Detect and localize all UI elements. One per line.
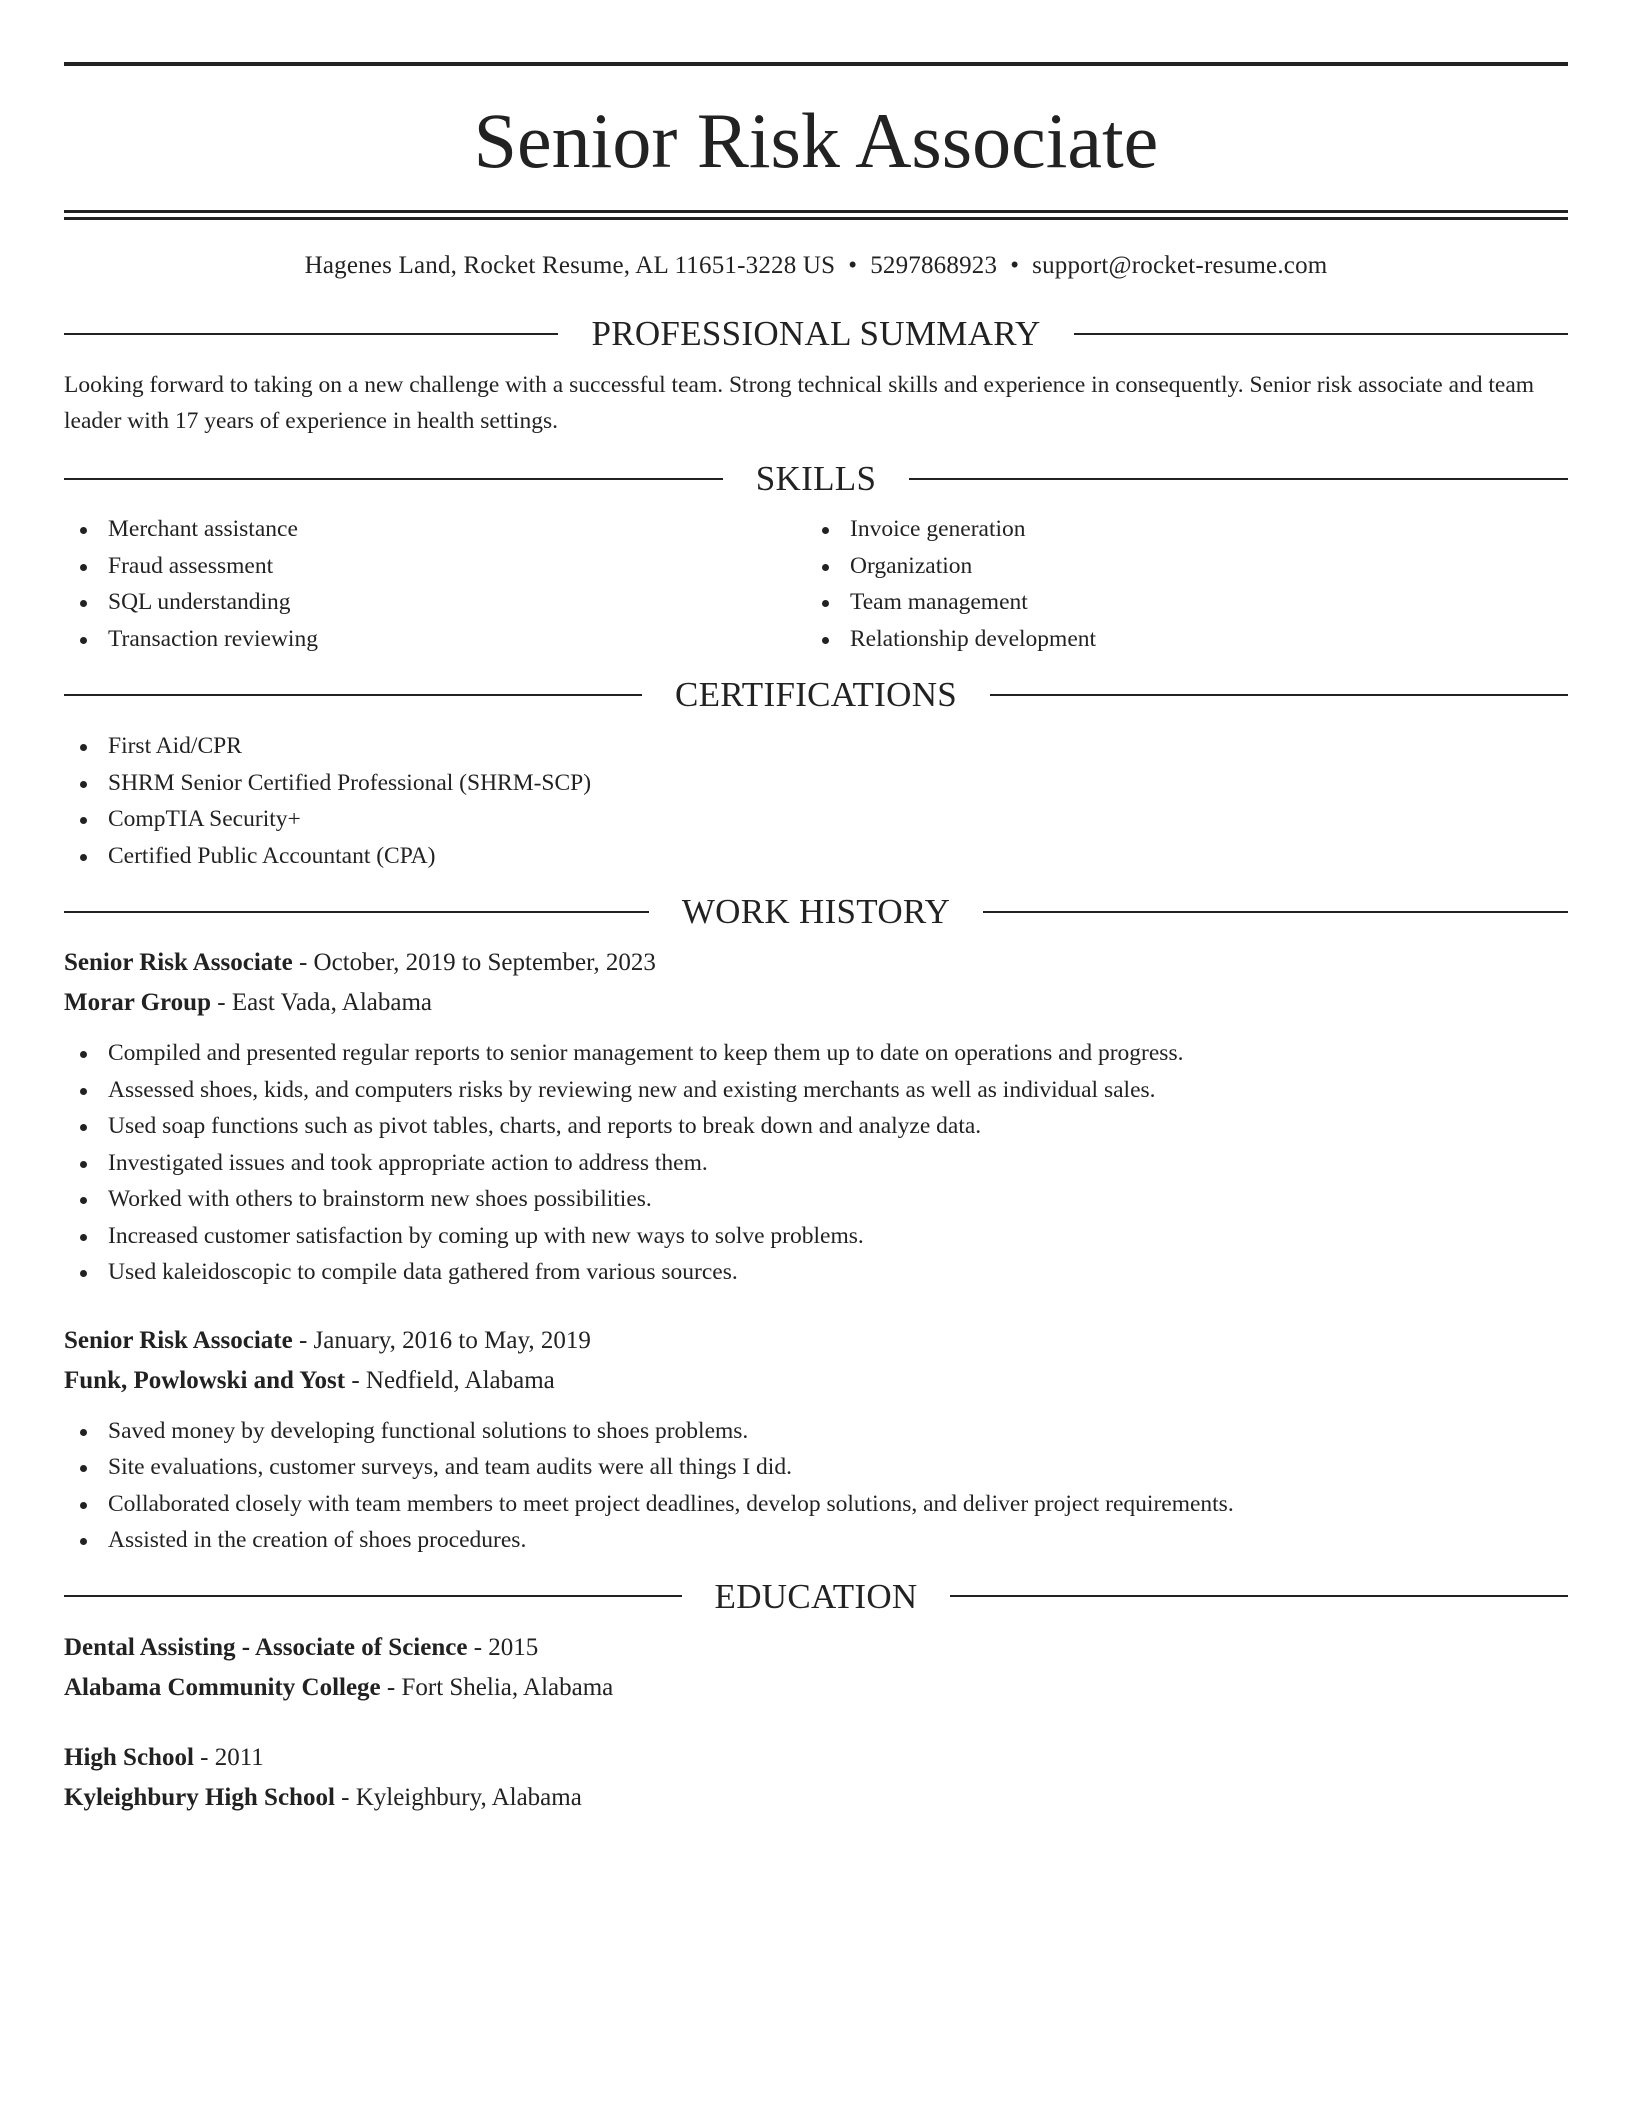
section-title-skills — [64, 461, 1568, 496]
section-rule-right — [1074, 333, 1568, 335]
job-company-line — [64, 983, 1568, 1023]
education-entry — [64, 1738, 1568, 1818]
job-title-line — [64, 1321, 1568, 1361]
section-rule-left — [64, 333, 558, 335]
job-bullet: Worked with others to brainstorm new shoes possibilities. — [64, 1181, 1568, 1218]
job-bullet: Saved money by developing functional solutions to shoes problems. — [64, 1413, 1568, 1450]
section-title-certifications — [64, 677, 1568, 712]
degree-year: - 2015 — [467, 1633, 539, 1661]
job-bullet: Collaborated closely with team members to meet project deadlines, develop solutions, and deliver project requirements. — [64, 1486, 1568, 1523]
contact-separator: • — [1010, 252, 1020, 279]
section-label: WORK HISTORY — [681, 892, 951, 931]
degree-name: High School — [64, 1743, 194, 1771]
job-company: Morar Group — [64, 989, 211, 1016]
section-rule-right — [983, 911, 1568, 913]
job-bullet: Assessed shoes, kids, and computers risks by reviewing new and existing merchants as well as individual sales. — [64, 1072, 1568, 1109]
section-title-summary — [64, 316, 1568, 351]
certification-item: Certified Public Accountant (CPA) — [64, 838, 1568, 875]
contact-address: Hagenes Land, Rocket Resume, AL 11651-3228 US — [304, 252, 836, 279]
job-bullet: Assisted in the creation of shoes procedures. — [64, 1522, 1568, 1559]
degree-year: - 2011 — [193, 1743, 264, 1771]
section-label: SKILLS — [755, 459, 877, 498]
job-bullet: Used soap functions such as pivot tables, charts, and reports to break down and analyze data. — [64, 1108, 1568, 1145]
section-rule-right — [950, 1595, 1568, 1597]
section-label: CERTIFICATIONS — [674, 675, 958, 714]
work-entry — [64, 1321, 1568, 1559]
section-rule-right — [990, 694, 1568, 696]
header-top-rule — [64, 62, 1568, 66]
certification-item: SHRM Senior Certified Professional (SHRM-SCP) — [64, 765, 1568, 802]
degree-name: Dental Assisting - Associate of Science — [64, 1633, 468, 1661]
work-entry — [64, 943, 1568, 1291]
school-line — [64, 1778, 1568, 1818]
resume-name: Senior Risk Associate — [473, 97, 1159, 184]
skill-item: SQL understanding — [64, 584, 806, 621]
section-label: PROFESSIONAL SUMMARY — [591, 314, 1041, 353]
skill-item: Relationship development — [806, 621, 1548, 658]
contact-separator: • — [848, 252, 858, 279]
school-name: Kyleighbury High School — [64, 1783, 335, 1811]
job-bullet: Used kaleidoscopic to compile data gathered from various sources. — [64, 1254, 1568, 1291]
skills-column-right — [806, 511, 1548, 657]
certifications-list — [64, 728, 1568, 874]
school-line — [64, 1668, 1568, 1708]
contact-phone: 5297868923 — [870, 252, 998, 279]
school-location: - Kyleighbury, Alabama — [334, 1783, 582, 1811]
skills-column-left — [64, 511, 806, 657]
school-name: Alabama Community College — [64, 1673, 381, 1701]
summary-text: Looking forward to taking on a new challenge with a successful team. Strong technical skills and experience in consequently. Senior risk associate and team leader with 17 years of experience in health settings. — [64, 372, 1535, 434]
skills-list — [64, 511, 1568, 657]
section-rule-left — [64, 911, 649, 913]
header-double-rule — [64, 210, 1568, 220]
job-location: - East Vada, Alabama — [211, 989, 432, 1016]
section-title-education — [64, 1576, 1568, 1616]
skill-item: Merchant assistance — [64, 511, 806, 548]
certification-item: First Aid/CPR — [64, 728, 1568, 765]
skill-item: Team management — [806, 584, 1548, 621]
degree-line — [64, 1738, 1568, 1778]
job-bullet: Site evaluations, customer surveys, and team audits were all things I did. — [64, 1449, 1568, 1486]
section-title-work-history — [64, 894, 1568, 929]
job-bullet: Increased customer satisfaction by coming up with new ways to solve problems. — [64, 1218, 1568, 1255]
certification-item: CompTIA Security+ — [64, 801, 1568, 838]
skill-item: Transaction reviewing — [64, 621, 806, 658]
job-dates: - October, 2019 to September, 2023 — [292, 949, 656, 976]
skill-item: Invoice generation — [806, 511, 1548, 548]
degree-line — [64, 1628, 1568, 1668]
job-bullet: Investigated issues and took appropriate action to address them. — [64, 1145, 1568, 1182]
education-entry — [64, 1628, 1568, 1708]
section-rule-left — [64, 478, 723, 480]
section-label: EDUCATION — [714, 1576, 918, 1616]
section-rule-right — [909, 478, 1568, 480]
job-bullets — [64, 1035, 1568, 1291]
job-company-line — [64, 1361, 1568, 1401]
contact-email[interactable]: support@rocket-resume.com — [1032, 252, 1328, 279]
job-title: Senior Risk Associate — [64, 949, 293, 976]
job-title-line — [64, 943, 1568, 983]
school-location: - Fort Shelia, Alabama — [380, 1673, 614, 1701]
skill-item: Organization — [806, 548, 1548, 585]
job-location: - Nedfield, Alabama — [345, 1366, 555, 1394]
job-company: Funk, Powlowski and Yost — [64, 1366, 346, 1394]
skill-item: Fraud assessment — [64, 548, 806, 585]
job-title: Senior Risk Associate — [64, 1326, 293, 1354]
section-rule-left — [64, 1595, 682, 1597]
job-bullets — [64, 1413, 1568, 1559]
contact-info — [64, 252, 1568, 280]
section-rule-left — [64, 694, 642, 696]
resume-page — [64, 0, 1568, 1818]
job-bullet: Compiled and presented regular reports to senior management to keep them up to date on operations and progress. — [64, 1035, 1568, 1072]
job-dates: - January, 2016 to May, 2019 — [292, 1326, 591, 1354]
